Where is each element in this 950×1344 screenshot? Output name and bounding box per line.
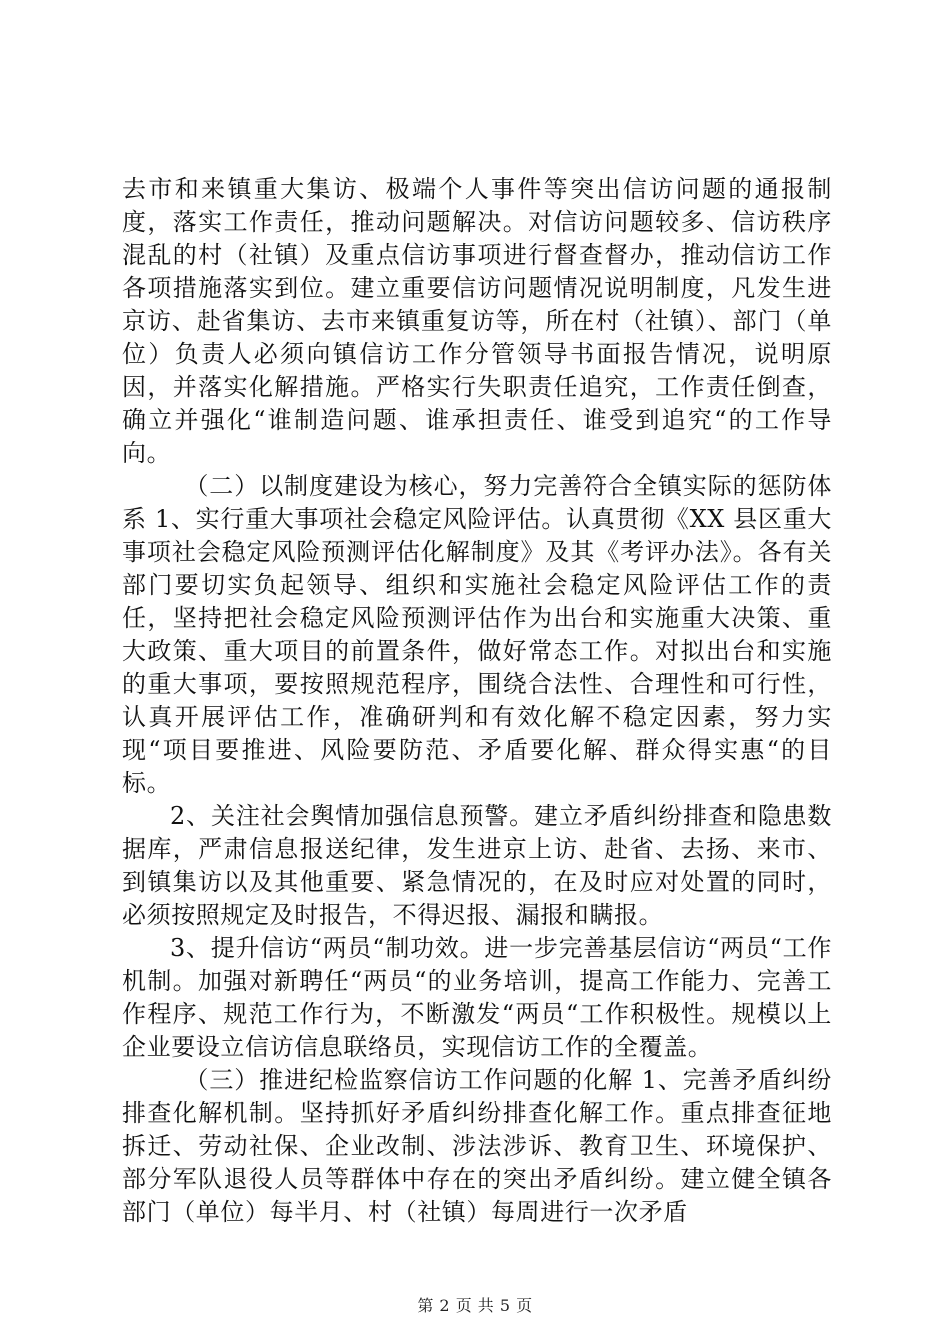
page-footer: 第 2 页 共 5 页 xyxy=(417,1296,533,1315)
paragraph-4: 3、提升信访“两员“制功效。进一步完善基层信访“两员“工作机制。加强对新聘任“两员“的业务培训，提高工作能力、完善工作程序、规范工作行为，不断激发“两员“工作积极性。规模以上企业要设立信访信息联络员，实现信访工作的全覆盖。 xyxy=(122,934,832,1061)
paragraph-2: （二）以制度建设为核心，努力完善符合全镇实际的惩防体系 1、实行重大事项社会稳定风险评估。认真贯彻《XX 县区重大事项社会稳定风险预测评估化解制度》及其《考评办法》。各有关部门要切实负起领导、组织和实施社会稳定风险评估工作的责任，坚持把社会稳定风险预测评估作为出台和实施重大决策、重大政策、重大项目的前置条件，做好常态工作。对拟出台和实施的重大事项，要按照规范程序，围绕合法性、合理性和可行性，认真开展评估工作，准确研判和有效化解不稳定因素，努力实现“项目要推进、风险要防范、矛盾要化解、群众得实惠“的目标。 xyxy=(122,472,832,797)
paragraph-3: 2、关注社会舆情加强信息预警。建立矛盾纠纷排查和隐患数据库，严肃信息报送纪律，发生进京上访、赴省、去扬、来市、到镇集访以及其他重要、紧急情况的，在及时应对处置的同时，必须按照规定及时报告，不得迟报、漏报和瞒报。 xyxy=(122,802,832,929)
paragraph-1: 去市和来镇重大集访、极端个人事件等突出信访问题的通报制度，落实工作责任，推动问题解决。对信访问题较多、信访秩序混乱的村（社镇）及重点信访事项进行督查督办，推动信访工作各项措施落实到位。建立重要信访问题情况说明制度，凡发生进京访、赴省集访、去市来镇重复访等，所在村（社镇）、部门（单位）负责人必须向镇信访工作分管领导书面报告情况，说明原因，并落实化解措施。严格实行失职责任追究，工作责任倒查，确立并强化“谁制造问题、谁承担责任、谁受到追究“的工作导向。 xyxy=(122,175,832,467)
document-body xyxy=(122,173,832,1229)
paragraph-5: （三）推进纪检监察信访工作问题的化解 1、完善矛盾纠纷排查化解机制。坚持抓好矛盾纠纷排查化解工作。重点排查征地拆迁、劳动社保、企业改制、涉法涉诉、教育卫生、环境保护、部分军队退役人员等群体中存在的突出矛盾纠纷。建立健全镇各部门（单位）每半月、村（社镇）每周进行一次矛盾 xyxy=(122,1066,832,1226)
